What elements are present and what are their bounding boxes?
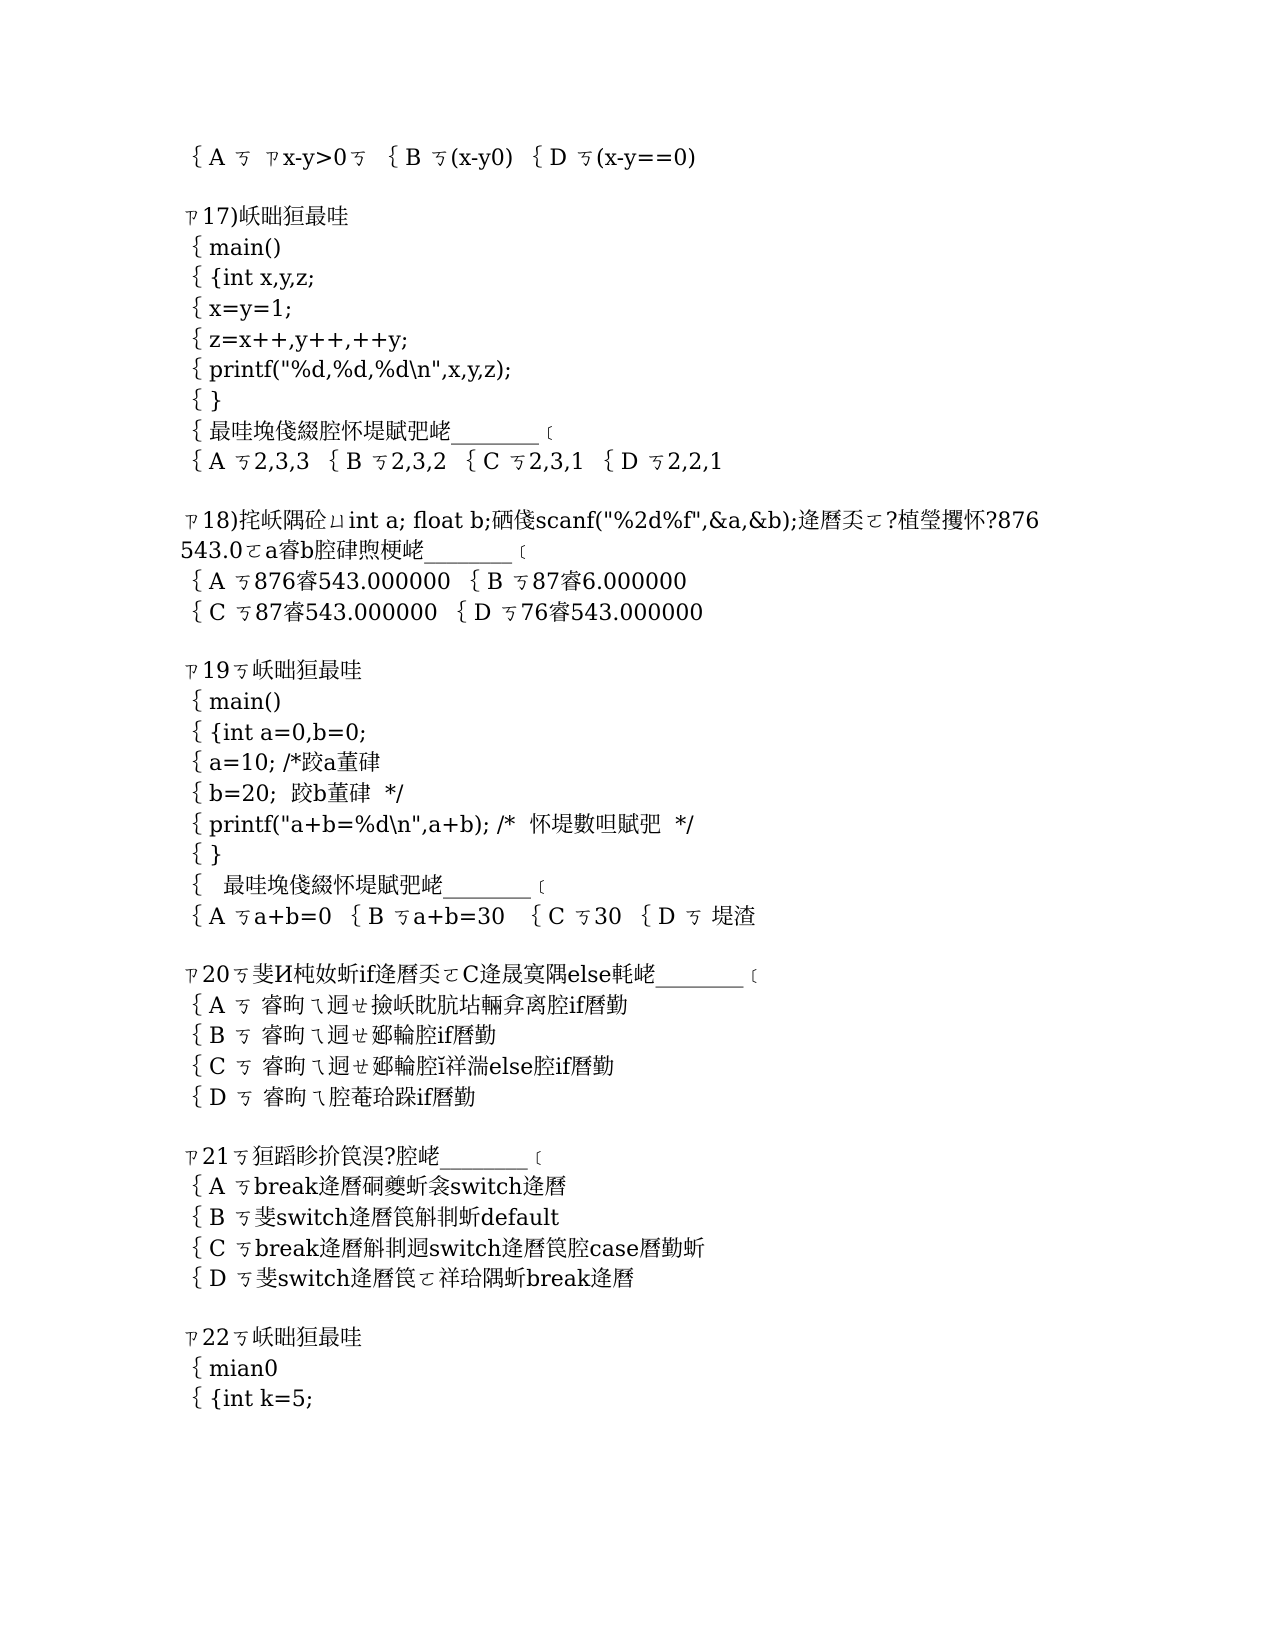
question-heading: ㄗ21ㄎ狟蹈眕扴笢淏?腔峔________﹝ (180, 1145, 550, 1170)
code-line: ｛ mian0 (180, 1357, 279, 1382)
code-line: ｛ } (180, 389, 223, 414)
answer-option: ｛ D ㄎ斐switch逄曆笢ㄛ祥珨隅蚚break逄曆 (180, 1267, 635, 1292)
code-line: ｛ } (180, 843, 223, 868)
answer-options: ｛ A ㄎa+b=0 ｛ B ㄎa+b=30 ｛ C ㄎ30 ｛ D ㄎ 堤渣 (180, 905, 756, 930)
answer-options: ｛ A ㄎ876睿543.000000 ｛ B ㄎ87睿6.000000 (180, 570, 687, 595)
question-prompt: ｛ 最哇堍俴綴怀堤賦弝峔________﹝ (180, 874, 553, 899)
question-prompt: ｛ 最哇堍俴綴腔怀堤賦弝峔________﹝ (180, 420, 561, 445)
text-line: ｛ A ㄎ ㄗx-y>0ㄎ ｛ B ㄎ(x-y0) ｛ D ㄎ(x-y==0) (180, 146, 696, 171)
code-line: ｛ main() (180, 236, 282, 261)
answer-options: ｛ A ㄎ2,3,3 ｛ B ㄎ2,3,2 ｛ C ㄎ2,3,1 ｛ D ㄎ2,2,1 (180, 450, 724, 475)
code-line: ｛ main() (180, 690, 282, 715)
question-heading: ㄗ18)挓岆隅砼ㄩint a; float b;硒俴scanf("%2d%f",&a,&b);逄曆奀ㄛ?植瑩攫怀?876 (180, 509, 1040, 534)
answer-option: ｛ B ㄎ 睿昫ㄟ迵ㄝ郔輪腔if曆勤 (180, 1024, 497, 1049)
code-line: ｛ z=x++,y++,++y; (180, 328, 409, 353)
answer-options: ｛ C ㄎ87睿543.000000 ｛ D ㄎ76睿543.000000 (180, 601, 704, 626)
code-line: ｛ printf("a+b=%d\n",a+b); /* 怀堤數呾賦弝 */ (180, 813, 694, 838)
question-heading: ㄗ20ㄎ斐И杶奻蚚if逄曆奀ㄛC逄晟寞隅else軞峔________﹝ (180, 963, 766, 988)
code-line: ｛ printf("%d,%d,%d\n",x,y,z); (180, 358, 512, 383)
code-line: ｛ {int a=0,b=0; (180, 721, 367, 746)
answer-option: ｛ D ㄎ 睿昫ㄟ腔菴珨跺if曆勤 (180, 1086, 476, 1111)
answer-option: ｛ A ㄎbreak逄曆硐夔蚚衾switch逄曆 (180, 1175, 567, 1200)
code-line: ｛ a=10; /*跤a董硉 (180, 751, 381, 776)
answer-option: ｛ A ㄎ 睿昫ㄟ迵ㄝ撿岆眈肮坫輛弇离腔if曆勤 (180, 994, 629, 1019)
question-heading: ㄗ22ㄎ岆昢狟最哇 (180, 1326, 362, 1351)
question-heading: ㄗ19ㄎ岆昢狟最哇 (180, 659, 362, 684)
answer-option: ｛ C ㄎ 睿昫ㄟ迵ㄝ郔輪腔ĭ祥湍else腔if曆勤 (180, 1055, 615, 1080)
code-line: ｛ {int k=5; (180, 1387, 314, 1412)
code-line: ｛ {int x,y,z; (180, 266, 315, 291)
question-prompt: 543.0ㄛa睿b腔硉煦梗峔________﹝ (180, 539, 535, 564)
answer-option: ｛ C ㄎbreak逄曆斛剕迵switch逄曆笢腔case曆勤蚚 (180, 1237, 706, 1262)
answer-option: ｛ B ㄎ斐switch逄曆笢斛剕蚚default (180, 1206, 560, 1231)
code-line: ｛ x=y=1; (180, 297, 293, 322)
question-heading: ㄗ17)岆昢狟最哇 (180, 205, 349, 230)
code-line: ｛ b=20; 跤b董硉 */ (180, 782, 404, 807)
